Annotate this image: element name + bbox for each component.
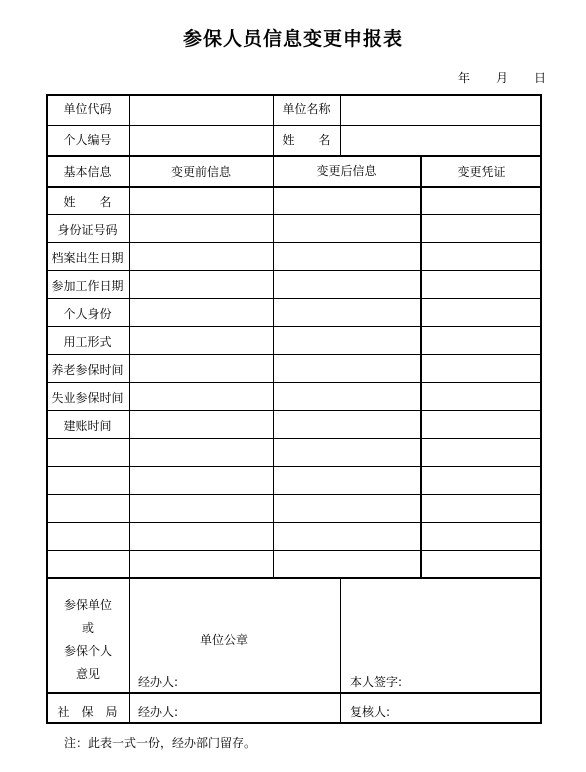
col-divider: [420, 155, 422, 578]
self-signature-label: 本人签字:: [350, 675, 403, 689]
opinion-label: [46, 594, 130, 686]
unit-seal-label: 单位公章: [200, 633, 249, 647]
opinion-line-4: 意见: [75, 667, 100, 681]
date-line: [458, 69, 546, 86]
row-divider: [46, 125, 542, 126]
row-label-employment-form: 用工形式: [63, 335, 112, 349]
row-divider: [46, 354, 542, 355]
name-label: 姓 名: [282, 133, 331, 147]
section-divider: [46, 692, 542, 694]
day-label: 日: [533, 71, 546, 85]
row-divider: [46, 242, 542, 243]
section-divider: [46, 577, 542, 579]
row-label-birth-date: 档案出生日期: [51, 251, 124, 265]
unit-code-label: 单位代码: [63, 102, 112, 116]
person-number-label: 个人编号: [63, 133, 112, 147]
col-divider: [129, 155, 130, 578]
row-divider: [46, 466, 542, 467]
col-divider: [340, 577, 341, 724]
row-divider: [46, 298, 542, 299]
row-divider: [46, 410, 542, 411]
section-divider: [46, 155, 542, 157]
form-title: 参保人员信息变更申报表: [182, 28, 403, 50]
opinion-line-2: 或: [81, 621, 94, 635]
bureau-handler-label: 经办人:: [138, 705, 179, 719]
col-divider: [129, 94, 130, 155]
opinion-line-3: 参保个人: [63, 644, 112, 658]
row-divider: [46, 186, 542, 188]
handler-label: 经办人:: [138, 675, 179, 689]
col-divider: [340, 94, 341, 155]
row-divider: [46, 326, 542, 327]
row-divider: [46, 382, 542, 383]
header-before-info: 变更前信息: [170, 165, 231, 179]
row-divider: [46, 550, 542, 551]
row-label-work-start-date: 参加工作日期: [51, 279, 124, 293]
year-label: 年: [457, 71, 470, 85]
row-label-pension-date: 养老参保时间: [51, 363, 124, 377]
social-security-bureau-label: 社 保 局: [57, 705, 118, 719]
row-label-name: 姓 名: [63, 195, 112, 209]
month-label: 月: [495, 71, 508, 85]
row-label-account-date: 建账时间: [63, 419, 112, 433]
unit-name-label: 单位名称: [282, 102, 331, 116]
row-label-personal-status: 个人身份: [63, 307, 112, 321]
row-divider: [46, 214, 542, 215]
row-divider: [46, 270, 542, 271]
col-divider: [273, 155, 274, 578]
header-voucher: 变更凭证: [457, 165, 506, 179]
row-label-unemployment-date: 失业参保时间: [51, 391, 124, 405]
row-divider: [46, 438, 542, 439]
row-divider: [46, 522, 542, 523]
reviewer-label: 复核人:: [350, 705, 391, 719]
footnote: 注：此表一式一份，经办部门留存。: [64, 736, 257, 750]
row-divider: [46, 494, 542, 495]
header-after-info: 变更后信息: [316, 164, 377, 178]
row-label-id-number: 身份证号码: [57, 223, 118, 237]
opinion-line-1: 参保单位: [63, 598, 112, 612]
header-basic-info: 基本信息: [63, 165, 112, 179]
